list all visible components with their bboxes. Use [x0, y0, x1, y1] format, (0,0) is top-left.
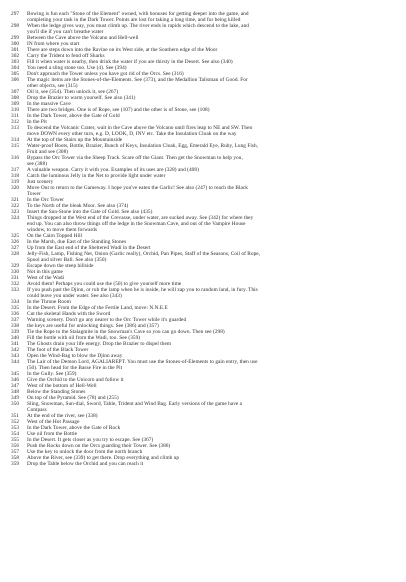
entry-number: 346 [11, 377, 20, 383]
entry-text: If you push past the Djinn, or rub the lamp when he is inside, he will zap you to random land, in fury. This could leave you under water. See also (343) [27, 287, 258, 299]
entry-number: 309 [11, 101, 20, 107]
list-item [11, 251, 395, 263]
entry-text: Drop the Table below the Orchid and you can reach it [27, 461, 144, 467]
list-item [11, 215, 395, 233]
entry-text: Move Out to return to the Gameway. I hope you've eaten the Garlic! See also (247) to reach the Black Tower [27, 185, 248, 197]
entry-text: Don't approach the Tower unless you have got rid of the Orcs. See (316) [27, 71, 184, 77]
entry-text: Above the River, see (339) to get there. Drop everything and climb up [27, 455, 180, 461]
entry-text: You need a sling stone too. Use (4). See (394) [27, 65, 127, 71]
entry-number: 337 [11, 317, 20, 323]
list-item [11, 287, 395, 299]
entry-number: 305 [11, 71, 20, 77]
entry-number: 313 [11, 125, 20, 131]
entry-text: In the Dark Tower, above the Gate of Gold [27, 113, 120, 119]
entry-text: A valuable weapon. Carry it with you. Examples of its uses are (328) and (408) [27, 167, 199, 173]
entry-number: 336 [11, 311, 20, 317]
entry-number: 304 [11, 65, 20, 71]
entry-number: 318 [11, 173, 20, 179]
entry-text: Use the key to unlock the door from the north branch [27, 449, 143, 455]
entry-text: There are two bridges. One is of Rope, see (107) and the other is of Stone, see (108) [27, 107, 210, 113]
entry-text: Between the Cave above the Volcano and Hell-well [27, 35, 139, 41]
entry-text: There are steps down into the Ravine on its West side, at the Southern edge of the Moor [27, 47, 218, 53]
entry-text: Escape down the steep hillside [27, 263, 94, 269]
entry-text: Fill the bottle with oil from the Wadi, too. See (359) [27, 335, 141, 341]
entry-number: 319 [11, 179, 20, 185]
entry-number: 301 [11, 47, 20, 53]
entry-number: 311 [11, 113, 19, 119]
entry-number: 354 [11, 431, 20, 437]
entry-text: Fill it when water is nearby, then drink the water if you are thirsty in the Desert. See also (340) [27, 59, 233, 65]
entry-number: 345 [11, 371, 20, 377]
walkthrough-page [11, 11, 395, 573]
entry-number: 317 [11, 167, 20, 173]
entry-number: 347 [11, 383, 20, 389]
entry-text: Sling, Snowman, Sun-dial, Sword, Table, Trident and Wind Bag. Early versions of the game have a Compass [27, 401, 243, 413]
entry-number: 324 [11, 215, 20, 221]
entry-number: 335 [11, 305, 20, 311]
entry-text: Carry the Trident to fend off Sharks [27, 53, 105, 59]
entry-number: 314 [11, 137, 20, 143]
entry-number: 302 [11, 53, 20, 59]
list-item [11, 401, 395, 413]
entry-number: 338 [11, 323, 20, 329]
entry-number: 310 [11, 107, 20, 113]
entry-number: 355 [11, 437, 20, 443]
entry-number: 316 [11, 155, 20, 161]
entry-text: The foot of the Black Tower [27, 347, 89, 353]
entry-text: When the ledge gives way, you must climb up. The river ends in rapids which descend to the lake, and you'll die if you can't breathe water [27, 23, 249, 35]
entry-text: To the North of the bleak Moor. See also (374) [27, 203, 129, 209]
entry-text: West of the Wadi [27, 275, 65, 281]
list-item [11, 143, 395, 155]
entry-number: 348 [11, 389, 20, 395]
entry-text: At the top of the Stairs up the Mountainside [27, 137, 123, 143]
entry-number: 332 [11, 281, 20, 287]
entry-text: In the Dark Tower, above the Gate of Rock [27, 425, 121, 431]
list-item [11, 125, 395, 137]
entry-text: IN from where you start [27, 41, 80, 47]
entry-text: In the Orc Tower [27, 197, 64, 203]
entry-number: 330 [11, 269, 20, 275]
entry-text: Warning scenery. Don't go any nearer to the Orc Tower while it's guarded [27, 317, 187, 323]
entry-number: 359 [11, 461, 20, 467]
entry-text: On top of the Pyramid. See (78) and (255) [27, 395, 119, 401]
entry-text: Up from the East end of the Sheltered Wadi in the Desert [27, 245, 151, 251]
entry-text: Jelly-Fish, Lamp, Fishing Net, Onion (Garlic really), Orchid, Pan Pipes, Staff of the Seasons, Coil of Rope, Spool and silver Ball. See also (350) [27, 251, 261, 263]
entry-text: Open the Wind-Bag to blow the Djinn away [27, 353, 123, 359]
entry-text: At the end of the river, see (338) [27, 413, 98, 419]
entry-number: 349 [11, 395, 20, 401]
list-item [11, 77, 395, 89]
entry-number: 299 [11, 35, 20, 41]
entry-number: 334 [11, 299, 20, 305]
entry-number: 331 [11, 275, 20, 281]
entry-text: In the Marsh, due East of the Standing Stones [27, 239, 127, 245]
entry-text: Push the Rocks down on the Orcs guarding their Tower. See (386) [27, 443, 171, 449]
entry-text: Give the Orchid to the Unicorn and follow it [27, 377, 124, 383]
entry-number: 341 [11, 341, 20, 347]
entry-text: The Ghosts drain your life energy. Drop the Brazier to dispel them [27, 341, 172, 347]
entry-text: Insert the Sun-Stone into the Gate of Gold. See also (435) [27, 209, 153, 215]
list-item [11, 461, 395, 467]
entry-list [11, 11, 395, 467]
entry-text: Bowing is fun each "Stone of the Element" owned, with bonuses for getting deeper into the game, and completing your task in the Dark Tower. Points are lost for taking a long time, and for being killed [27, 11, 249, 23]
entry-text: In the Pit [27, 119, 47, 125]
entry-text: The magic items are the Stones-of-the-Elements. See (373), and the Medallion Talisman of Good. For other objects, see (315) [27, 77, 248, 89]
entry-text: Things dropped at the West end of the Crevasse, under water, are sucked away. See (342) for where they end up. You can also throw things off the ledge in the Snowman Cave, and out of the Vampire House window, to move them forwards [27, 215, 254, 233]
entry-text: In the Desert. It gets closer as you try to escape. See (367) [27, 437, 154, 443]
entry-number: 307 [11, 89, 20, 95]
entry-text: West of the bottom of Hell-Well [27, 383, 97, 389]
entry-text: Oil it, see (354). Then unlock it, see (267) [27, 89, 119, 95]
entry-text: In the Gully. See (359) [27, 371, 77, 377]
entry-number: 315 [11, 143, 20, 149]
entry-number: 327 [11, 245, 20, 251]
entry-number: 353 [11, 425, 20, 431]
entry-number: 298 [11, 23, 20, 29]
entry-number: 356 [11, 443, 20, 449]
list-item [11, 23, 395, 35]
entry-text: Bypass the Orc Tower via the Sheep Track. Scare off the Giant. Then get the Snowman to help you, see (388) [27, 155, 243, 167]
entry-text: To descend the Volcanic Crater, wait in the Cave above the Volcano until fires leap to NE and SW. Then move DOWN every other turn, e.g. D, LOOK, D, INV etc. Take the Insulation Cloak on the way [27, 125, 253, 137]
entry-number: 322 [11, 203, 20, 209]
entry-text: Tie the Rope to the Stalagmite in the Snowman's Cave so you can go down. Then see (298) [27, 329, 225, 335]
entry-number: 326 [11, 239, 20, 245]
entry-number: 312 [11, 119, 20, 125]
entry-text: Use oil from the Bottle [27, 431, 77, 437]
entry-number: 333 [11, 287, 20, 293]
entry-number: 303 [11, 59, 20, 65]
list-item [11, 359, 395, 371]
entry-text: West of the Hot Passage [27, 419, 80, 425]
entry-number: 329 [11, 263, 20, 269]
entry-number: 340 [11, 335, 20, 341]
entry-number: 320 [11, 185, 20, 191]
entry-number: 357 [11, 449, 20, 455]
entry-number: 308 [11, 95, 20, 101]
list-item [11, 155, 395, 167]
entry-text: In the Throne Room [27, 299, 71, 305]
entry-number: 297 [11, 11, 20, 17]
entry-number: 328 [11, 251, 20, 257]
entry-text: Just scenery [27, 179, 54, 185]
entry-number: 343 [11, 353, 20, 359]
entry-text: Not in this game [27, 269, 63, 275]
entry-text: In the massive Cave [27, 101, 71, 107]
entry-text: Drop the Brazier to warm yourself. See also (341) [27, 95, 136, 101]
entry-number: 300 [11, 41, 20, 47]
entry-number: 344 [11, 359, 20, 365]
entry-text: Avoid them! Perhaps you could use the (50) to give yourself more time [27, 281, 182, 287]
entry-text: On the Cairn Topped Hill [27, 233, 83, 239]
entry-number: 351 [11, 413, 20, 419]
entry-text: the keys are useful for unlocking things. See (386) and (357) [27, 323, 159, 329]
entry-text: The Lair of the Demon Lord, AGALIAREPT. You must use the Stones-of-Elements to gain entry, then use (50). Then head for the Basse Fire in the Pit [27, 359, 258, 371]
entry-number: 352 [11, 419, 20, 425]
entry-number: 350 [11, 401, 20, 407]
list-item [11, 11, 395, 23]
entry-text: Below the Standing Stones [27, 389, 86, 395]
entry-number: 325 [11, 233, 20, 239]
entry-number: 342 [11, 347, 20, 353]
entry-text: Catch the luminous Jelly in the Net to provide light under water [27, 173, 166, 179]
entry-number: 306 [11, 77, 20, 83]
entry-number: 321 [11, 197, 20, 203]
list-item [11, 185, 395, 197]
entry-number: 358 [11, 455, 20, 461]
entry-number: 323 [11, 209, 20, 215]
entry-text: Cut the skeletal Hands with the Sword [27, 311, 111, 317]
entry-text: In the Desert. From the Edge of the Fertile Land, move: N.N.E.E [27, 305, 168, 311]
entry-number: 339 [11, 329, 20, 335]
entry-text: Water-proof Boots, Bottle, Brazier, Bunch of Keys, Insulation Cloak, Egg, Emerald Eye, Ruby, Lung Fish, Fruit and see (308) [27, 143, 259, 155]
